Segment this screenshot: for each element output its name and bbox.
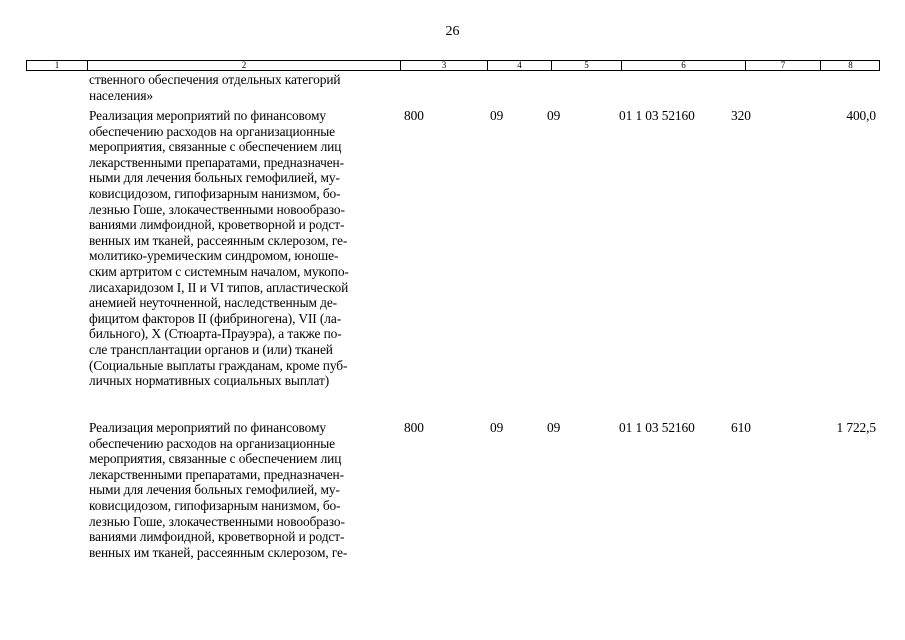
description-line: ными для лечения больных гемофилией, му- <box>89 170 340 186</box>
cell-subsection-code: 09 <box>547 420 561 435</box>
table-header-row <box>26 60 880 71</box>
description-line: обеспечению расходов на организационные <box>89 435 336 451</box>
continuation-line: населения» <box>89 87 153 103</box>
description-line: лисахаридозом I, II и VI типов, апластической <box>89 279 349 295</box>
description-line: Реализация мероприятий по финансовому <box>89 420 326 435</box>
description-line: венных им тканей, рассеянным склерозом, ге- <box>89 544 348 560</box>
description-line: мероприятия, связанные с обеспечением лиц <box>89 139 342 155</box>
description-line: молитико-уремическим синдромом, юноше- <box>89 248 339 264</box>
cell-amount: 400,0 <box>846 108 876 123</box>
header-col-3: 3 <box>400 61 487 70</box>
continuation-line: ственного обеспечения отдельных категорий <box>89 72 341 87</box>
description-line: Реализация мероприятий по финансовому <box>89 108 326 123</box>
cell-expense-type: 610 <box>731 420 751 435</box>
header-col-5: 5 <box>551 61 621 70</box>
cell-section-code: 09 <box>490 420 504 435</box>
description-line: бильного), X (Стюарта-Прауэра), а также по- <box>89 326 342 342</box>
page-number: 26 <box>445 24 460 39</box>
description-line: обеспечению расходов на организационные <box>89 123 336 139</box>
header-col-2: 2 <box>87 61 400 70</box>
header-col-4: 4 <box>487 61 551 70</box>
description-line: личных нормативных социальных выплат) <box>89 373 330 389</box>
description-line: анемией неуточненной, наследственным де- <box>89 295 338 311</box>
description-line: венных им тканей, рассеянным склерозом, ге- <box>89 232 348 248</box>
description-line: фицитом факторов II (фибриногена), VII (ла- <box>89 310 342 326</box>
cell-amount: 1 722,5 <box>836 420 876 435</box>
cell-target-article: 01 1 03 52160 <box>619 108 695 123</box>
description-line: сле трансплантации органов и (или) тканей <box>89 341 333 357</box>
description-line: лезнью Гоше, злокачественными новообразо- <box>89 201 345 217</box>
description-line: (Социальные выплаты гражданам, кроме пуб- <box>89 357 348 373</box>
description-line: ными для лечения больных гемофилией, му- <box>89 482 340 498</box>
description-line: ваниями лимфоидной, кроветворной и родст- <box>89 529 345 545</box>
cell-target-article: 01 1 03 52160 <box>619 420 695 435</box>
cell-ministry-code: 800 <box>404 108 424 123</box>
header-col-8: 8 <box>820 61 880 70</box>
description-line: лезнью Гоше, злокачественными новообразо- <box>89 513 345 529</box>
header-col-6: 6 <box>621 61 745 70</box>
description-line: лекарственными препаратами, предназначен- <box>89 154 344 170</box>
cell-section-code: 09 <box>490 108 504 123</box>
header-col-1: 1 <box>54 60 60 70</box>
cell-expense-type: 320 <box>731 108 751 123</box>
description-line: ковисцидозом, гипофизарным нанизмом, бо- <box>89 185 341 201</box>
description-line: ковисцидозом, гипофизарным нанизмом, бо- <box>89 497 341 513</box>
description-line: ваниями лимфоидной, кроветворной и родст- <box>89 217 345 233</box>
cell-ministry-code: 800 <box>404 420 424 435</box>
description-line: мероприятия, связанные с обеспечением лиц <box>89 451 342 467</box>
description-line: лекарственными препаратами, предназначен- <box>89 466 344 482</box>
header-col-7: 7 <box>745 61 820 70</box>
description-line: ским артритом с системным началом, мукопо- <box>89 263 349 279</box>
continuation-text <box>89 72 399 103</box>
cell-subsection-code: 09 <box>547 108 561 123</box>
row-description <box>89 420 399 560</box>
row-description <box>89 108 399 389</box>
